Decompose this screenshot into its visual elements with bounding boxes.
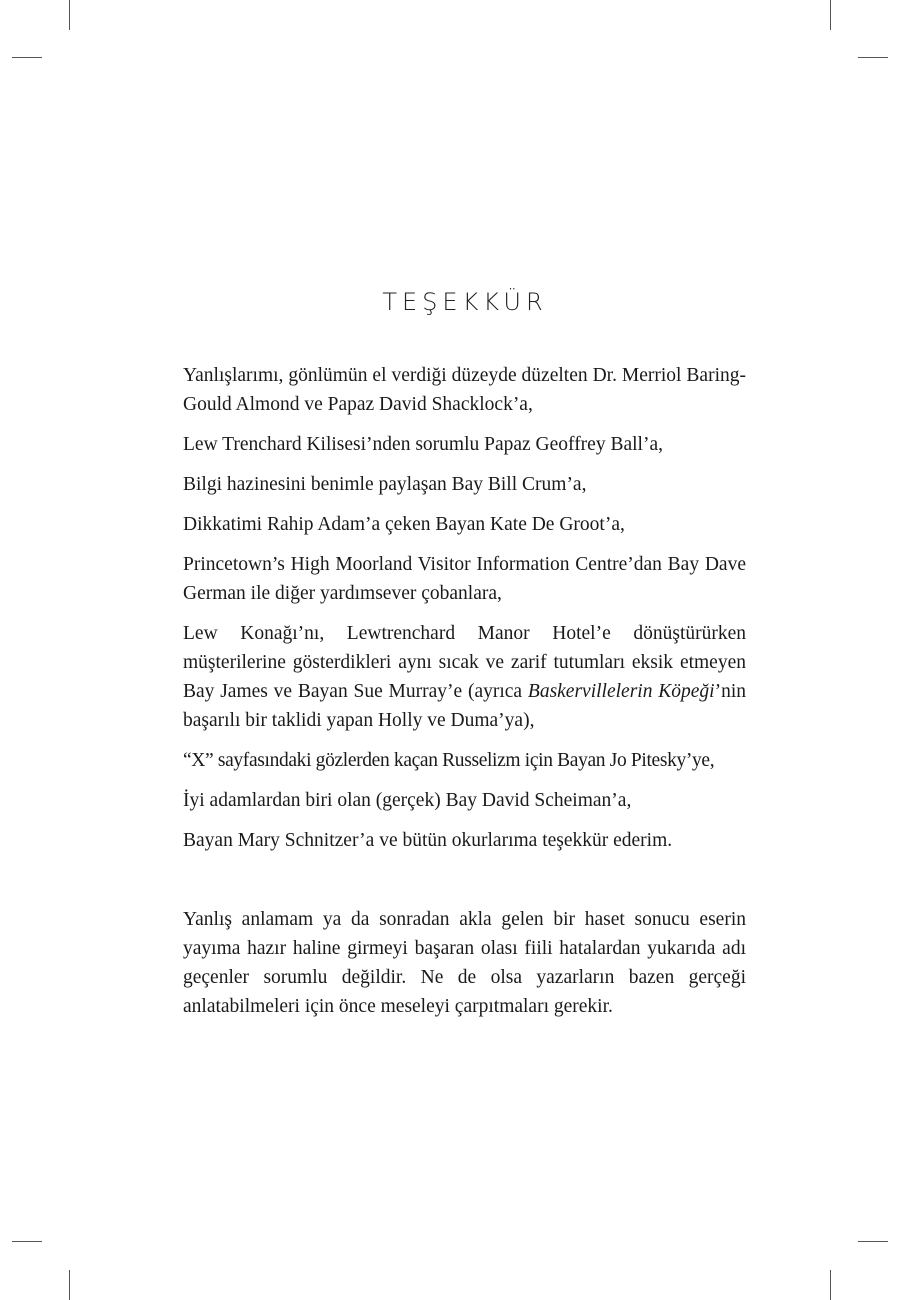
- crop-mark-bottom-left-h: [12, 1241, 42, 1242]
- crop-mark-bottom-left: [69, 1270, 70, 1300]
- page-title: TEŞEKKÜR: [382, 288, 548, 316]
- crop-mark-bottom-right: [830, 1270, 831, 1300]
- ack-paragraph: Bayan Mary Schnitzer’a ve bütün okurlarıma teşekkür ederim.: [183, 830, 673, 851]
- ack-paragraph: Bilgi hazinesini benimle paylaşan Bay Bill Crum’a,: [183, 474, 587, 495]
- crop-mark-top-left-h: [12, 57, 42, 58]
- book-title-italic: Baskervillelerin Köpeği: [527, 681, 715, 702]
- disclaimer-paragraph: Yanlış anlamam ya da sonradan akla gelen bir haset sonucu eserin yayıma hazır haline girmeyi başaran olası fiili hatalardan yukarıda adı geçenler sorumlu değildir. Ne de olsa yazarların bazen gerçeği anlatabilmeleri için önce meseleyi çarpıtmaları gerekir.: [183, 909, 746, 1017]
- ack-konak-before: Lew Konağı’nı, Lewtrenchard Manor Hotel’e dönüştürürken müşterilerine gösterdikleri aynı sıcak ve zarif tutumları eksik etmeyen Bay James ve Bayan Sue Murray’e (ayrıca: [183, 623, 746, 702]
- ack-paragraph: İyi adamlardan biri olan (gerçek) Bay David Scheiman’a,: [183, 790, 632, 811]
- ack-paragraph: Dikkatimi Rahip Adam’a çeken Bayan Kate De Groot’a,: [183, 514, 625, 535]
- ack-paragraph: Lew Trenchard Kilisesi’nden sorumlu Papaz Geoffrey Ball’a,: [183, 434, 663, 455]
- ack-paragraph: “X” sayfasındaki gözlerden kaçan Russelizm için Bayan Jo Pitesky’ye,: [183, 750, 715, 771]
- crop-mark-top-right-h: [858, 57, 888, 58]
- acknowledgements: [183, 361, 746, 866]
- crop-mark-bottom-right-h: [858, 1241, 888, 1242]
- ack-paragraph: Yanlışlarımı, gönlümün el verdiği düzeyde düzelten Dr. Merriol Baring-Gould Almond ve Papaz David Shacklock’a,: [183, 365, 746, 415]
- ack-paragraph-konak: [183, 619, 746, 735]
- disclaimer: [183, 905, 746, 1021]
- crop-mark-top-left: [69, 0, 70, 30]
- ack-konak-after: ’nin başarılı bir taklidi yapan Holly ve Duma’ya),: [183, 681, 746, 731]
- ack-paragraph: Princetown’s High Moorland Visitor Information Centre’dan Bay Dave German ile diğer yardımsever çobanlara,: [183, 554, 746, 604]
- crop-mark-top-right: [830, 0, 831, 30]
